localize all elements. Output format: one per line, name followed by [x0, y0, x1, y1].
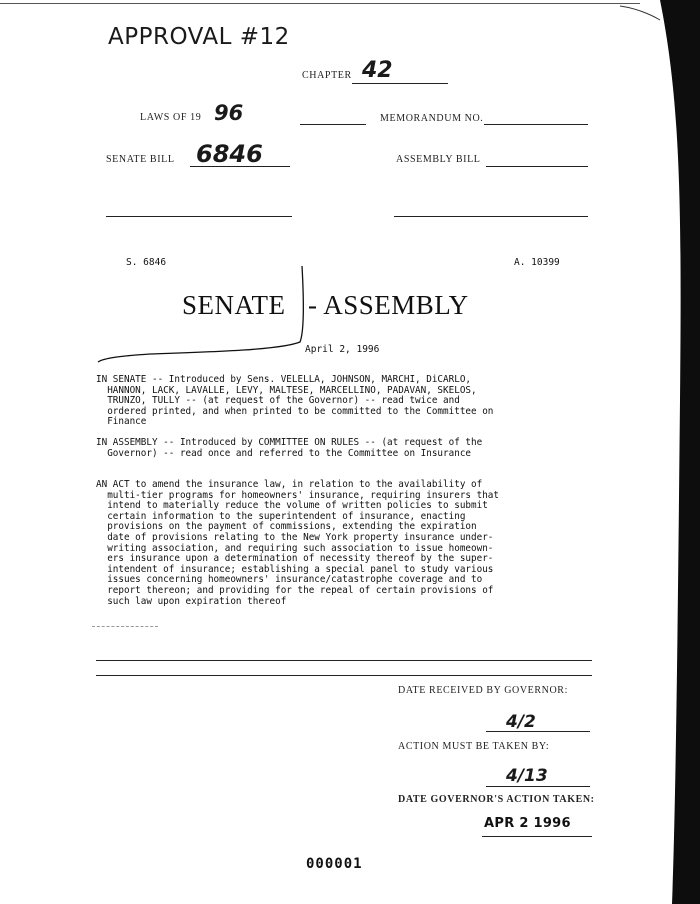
blank-line-left — [106, 216, 292, 217]
act-line: report thereon; and providing for the repeal of certain provisions of — [96, 584, 494, 596]
act-line: writing association, and requiring such association to issue homeown- — [96, 542, 494, 554]
date-received-label: DATE RECEIVED BY GOVERNOR: — [398, 685, 568, 696]
assembly-bill-underline — [486, 166, 588, 167]
page-number: 000001 — [306, 856, 363, 872]
action-must-label: ACTION MUST BE TAKEN BY: — [398, 741, 550, 752]
assembly-intro-line: Governor) -- read once and referred to the Committee on Insurance — [96, 447, 472, 459]
act-line: provisions on the payment of commissions, extending the expiration — [96, 521, 477, 533]
act-line: intend to materially reduce the volume of written policies to submit — [96, 500, 488, 512]
bracket-mark — [90, 262, 310, 372]
act-line: certain information to the superintendent of insurance, enacting — [96, 510, 466, 522]
memorandum-underline — [484, 124, 588, 125]
heading-senate: SENATE — [182, 290, 286, 320]
senate-intro-line: Finance — [96, 416, 147, 428]
assembly-intro-line: IN ASSEMBLY -- Introduced by COMMITTEE ON RULES -- (at request of the — [96, 437, 483, 448]
act-description — [96, 480, 596, 607]
act-line: date of provisions relating to the New York property insurance under- — [96, 531, 494, 543]
assembly-bill-number: A. 10399 — [514, 257, 560, 268]
action-must-value: 4/13 — [506, 766, 548, 786]
act-line: issues concerning homeowners' insurance/catastrophe coverage and to — [96, 574, 483, 586]
date-action-stamp: APR 2 1996 — [484, 816, 571, 831]
chapter-underline — [352, 83, 448, 84]
senate-introduction — [96, 375, 596, 428]
assembly-introduction — [96, 438, 596, 459]
separator-rule-2 — [96, 675, 592, 676]
approval-title: APPROVAL #12 — [108, 24, 290, 50]
date-action-underline — [482, 836, 592, 837]
scan-right-edge — [620, 0, 700, 904]
date-action-label: DATE GOVERNOR'S ACTION TAKEN: — [398, 794, 595, 805]
scan-top-edge — [0, 3, 640, 4]
chapter-value: 42 — [362, 58, 393, 83]
act-line: AN ACT to amend the insurance law, in relation to the availability of — [96, 479, 483, 490]
scan-artifact-line — [92, 626, 158, 627]
assembly-bill-label: ASSEMBLY BILL — [396, 154, 481, 165]
date-received-value: 4/2 — [506, 712, 536, 732]
bill-date: April 2, 1996 — [305, 344, 380, 355]
chapter-label: CHAPTER — [302, 70, 352, 81]
laws-year: 96 — [214, 101, 244, 125]
action-must-underline — [486, 786, 590, 787]
senate-intro-line: IN SENATE -- Introduced by Sens. VELELLA, JOHNSON, MARCHI, DiCARLO, — [96, 374, 472, 385]
memorandum-label: MEMORANDUM NO. — [380, 113, 484, 124]
senate-bill-underline — [190, 166, 290, 167]
senate-bill-label: SENATE BILL — [106, 154, 175, 165]
act-line: intendent of insurance; establishing a special panel to study various — [96, 563, 494, 575]
act-line: multi-tier programs for homeowners' insurance, requiring insurers that — [96, 489, 499, 501]
blank-line-right — [394, 216, 588, 217]
heading-assembly: - ASSEMBLY — [308, 290, 469, 320]
laws-underline — [300, 124, 366, 125]
senate-intro-line: ordered printed, and when printed to be committed to the Committee on — [96, 405, 494, 417]
separator-rule-1 — [96, 660, 592, 661]
laws-of-label: LAWS OF 19 — [140, 112, 202, 123]
senate-bill-number: S. 6846 — [126, 257, 167, 268]
senate-intro-line: TRUNZO, TULLY -- (at request of the Governor) -- read twice and — [96, 395, 460, 407]
act-line: ers insurance upon a determination of necessity thereof by the super- — [96, 553, 494, 565]
senate-intro-line: HANNON, LACK, LAVALLE, LEVY, MALTESE, MARCELLINO, PADAVAN, SKELOS, — [96, 384, 477, 396]
act-line: such law upon expiration thereof — [96, 595, 287, 607]
date-received-underline — [486, 731, 590, 732]
senate-bill-value: 6846 — [196, 140, 263, 168]
